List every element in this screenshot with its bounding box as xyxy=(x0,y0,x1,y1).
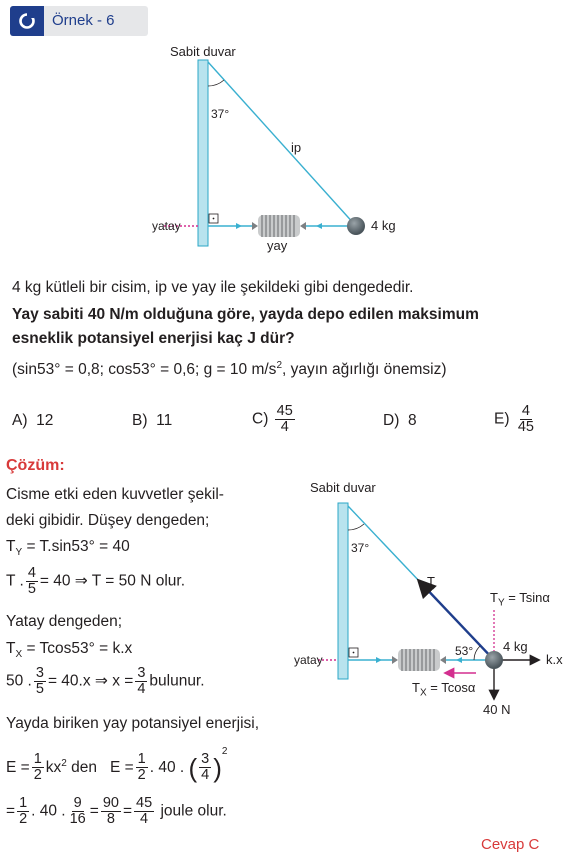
badge-label: Örnek - 6 xyxy=(52,12,115,29)
option-d[interactable]: D) 8 xyxy=(383,412,417,429)
option-c[interactable]: C) $\frac{45}{4}$ xyxy=(252,403,293,435)
option-e[interactable]: E) $\frac{4}{45}$ xyxy=(494,403,534,435)
solution-energy-eq1: E = $\frac{1}{2}$ $kx^2$ den E = $\frac{1}{2}$ . 40 . ( $\frac{3}{4}$ )$^2$ xyxy=(6,746,228,784)
solution-eq2: T . $\frac{4}{5}$ = 40 ⇒ T = 50 N olur. xyxy=(6,565,186,597)
fig1-horizontal-label: yatay xyxy=(152,219,181,233)
fig2-mass-label: 4 kg xyxy=(503,639,528,654)
solution-tx-eq: $T_X = Tcos53^\circ = k.x$ xyxy=(6,640,133,661)
fig2-tension-label: T xyxy=(427,574,435,589)
question-line-2: Yay sabiti 40 N/m olduğuna göre, yayda depo edilen maksimum xyxy=(12,306,479,323)
rope-1 xyxy=(208,62,356,226)
question-line-1: 4 kg kütleli bir cisim, ip ve yay ile şekildeki gibi dengededir. xyxy=(12,279,414,296)
fig2-horizontal-label: yatay xyxy=(294,653,323,667)
fig1-wall-label: Sabit duvar xyxy=(170,44,236,59)
answer-label: Cevap C xyxy=(481,836,540,853)
figure-2 xyxy=(0,470,574,730)
solution-eq4: 50 . $\frac{3}{5}$ = 40.x ⇒ x = $\frac{3}{4}$ bulunur. xyxy=(6,665,205,697)
fig2-ty-label: $T_Y = Tsin\alpha$ xyxy=(490,590,550,609)
solution-title: Çözüm: xyxy=(6,457,65,474)
solution-p1: Cisme etki eden kuvvetler şekil- xyxy=(6,486,224,503)
option-b[interactable]: B) 11 xyxy=(132,412,173,429)
solution-ty-eq: $T_Y = T.\sin 53^\circ = 40$ xyxy=(6,538,130,559)
fig1-mass-label: 4 kg xyxy=(371,218,396,233)
solution-p2: deki gibidir. Düşey dengeden; xyxy=(6,512,210,529)
fig2-angle53-label: 53° xyxy=(455,644,474,658)
fig1-angle-label: 37° xyxy=(211,107,230,121)
question-line-3: esneklik potansiyel enerjisi kaç J dür? xyxy=(12,330,295,347)
question-line-4: (sin53° = 0,8; cos53° = 0,6; g = 10 $m/s^2$, yayın ağırlığı önemsiz) xyxy=(12,360,447,379)
fig1-rope-label: ip xyxy=(291,140,302,155)
fig2-kx-label: k.x xyxy=(546,652,563,667)
fig2-angle-label: 37° xyxy=(351,541,370,555)
mass-ball-1 xyxy=(347,217,365,235)
fig1-spring-label: yay xyxy=(267,238,288,253)
figure-1 xyxy=(0,0,574,270)
option-a[interactable]: A) 12 xyxy=(12,412,54,429)
solution-energy-eq2: = $\frac{1}{2}$ . 40 . $\frac{9}{16}$ = $\frac{90}{8}$ = $\frac{45}{4}$ joule olur. xyxy=(6,795,227,827)
fig2-weight-label: 40 N xyxy=(483,702,511,717)
solution-p4: Yayda biriken yay potansiyel enerjisi, xyxy=(6,715,260,732)
wall-2 xyxy=(338,503,348,679)
wall-1 xyxy=(198,60,208,246)
fig2-wall-label: Sabit duvar xyxy=(310,480,376,495)
mass-ball-2 xyxy=(485,651,503,669)
fig2-tx-label: $T_X = Tcos\alpha$ xyxy=(412,680,476,699)
solution-p3: Yatay dengeden; xyxy=(6,613,123,630)
